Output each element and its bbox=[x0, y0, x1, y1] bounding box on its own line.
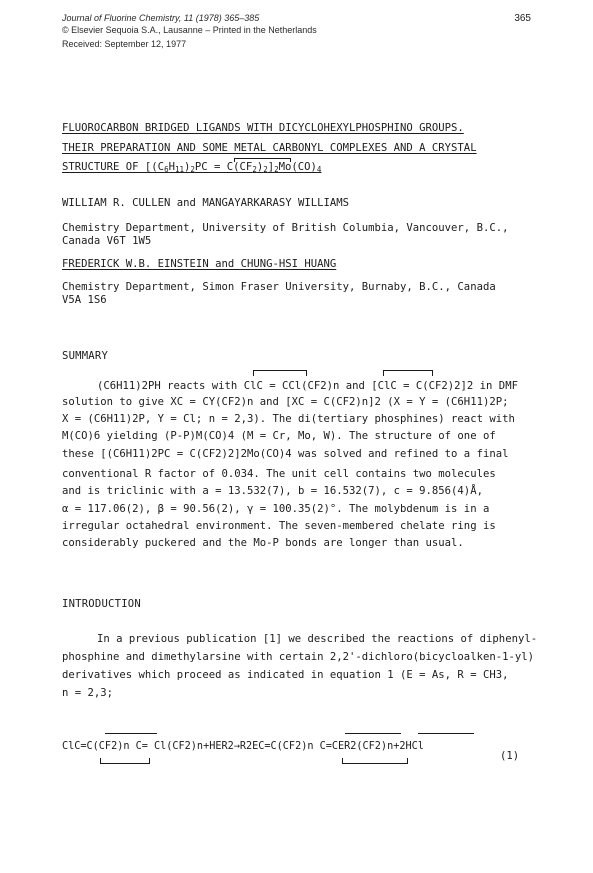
affiliation-2-line-2: V5A 1S6 bbox=[62, 294, 107, 306]
eq-bracket-bottom-1 bbox=[100, 758, 150, 764]
affiliation-1-line-1: Chemistry Department, University of British Columbia, Vancouver, B.C., bbox=[62, 222, 509, 234]
ring-bracket-1 bbox=[253, 370, 307, 376]
equation-1-number: (1) bbox=[500, 750, 520, 762]
publisher-line: © Elsevier Sequoia S.A., Lausanne – Printed in the Netherlands bbox=[62, 25, 317, 35]
eq-bracket-bottom-2 bbox=[342, 758, 408, 764]
title-ring-bracket bbox=[234, 158, 290, 159]
summary-line-2: solution to give XC = CY(CF2)n and [XC = C(CF2)n]2 (X = Y = (C6H11)2P; bbox=[62, 396, 509, 408]
title-line-1: FLUOROCARBON BRIDGED LIGANDS WITH DICYCLOHEXYLPHOSPHINO GROUPS. bbox=[62, 122, 464, 134]
received-date: Received: September 12, 1977 bbox=[62, 39, 187, 49]
authors-group-2: FREDERICK W.B. EINSTEIN and CHUNG-HSI HUANG bbox=[62, 258, 337, 270]
introduction-heading: INTRODUCTION bbox=[62, 598, 141, 610]
summary-line-9: irregular octahedral environment. The seven-membered chelate ring is bbox=[62, 520, 496, 532]
authors-group-1: WILLIAM R. CULLEN and MANGAYARKARASY WILLIAMS bbox=[62, 197, 350, 209]
introduction-line-1: In a previous publication [1] we described the reactions of diphenyl- bbox=[97, 633, 538, 645]
summary-line-3: X = (C6H11)2P, Y = Cl; n = 2,3). The di(tertiary phosphines) react with bbox=[62, 413, 515, 425]
page-number: 365 bbox=[514, 13, 531, 24]
summary-line-8: α = 117.06(2), β = 90.56(2), γ = 100.35(2)°. The molybdenum is in a bbox=[62, 503, 490, 515]
eq-bracket-top-1 bbox=[105, 733, 157, 738]
introduction-line-2: phosphine and dimethylarsine with certain 2,2'-dichloro(bicycloalken-1-yl) bbox=[62, 651, 534, 663]
affiliation-2-line-1: Chemistry Department, Simon Fraser University, Burnaby, B.C., Canada bbox=[62, 281, 496, 293]
summary-line-5: these [(C6H11)2PC = C(CF2)2]2Mo(CO)4 was solved and refined to a final bbox=[62, 448, 509, 460]
eq-bracket-top-2 bbox=[345, 733, 401, 738]
introduction-line-4: n = 2,3; bbox=[62, 687, 114, 699]
introduction-line-3: derivatives which proceed as indicated in equation 1 (E = As, R = CH3, bbox=[62, 669, 509, 681]
title-ring-tick-right bbox=[290, 158, 291, 162]
journal-citation: Journal of Fluorine Chemistry, 11 (1978) 365–385 bbox=[62, 13, 260, 23]
summary-line-10: considerably puckered and the Mo-P bonds are longer than usual. bbox=[62, 537, 464, 549]
title-line-2: THEIR PREPARATION AND SOME METAL CARBONYL COMPLEXES AND A CRYSTAL bbox=[62, 142, 477, 154]
equation-1: ClC=C(CF2)n C= Cl(CF2)n+HER2→R2EC=C(CF2)n C=CER2(CF2)n+2HCl bbox=[62, 741, 424, 752]
summary-line-4: M(CO)6 yielding (P-P)M(CO)4 (M = Cr, Mo, W). The structure of one of bbox=[62, 430, 496, 442]
summary-line-1: (C6H11)2PH reacts with ClC = CCl(CF2)n and [ClC = C(CF2)2]2 in DMF bbox=[97, 380, 518, 392]
summary-line-7: and is triclinic with a = 13.532(7), b = 16.532(7), c = 9.856(4)Å, bbox=[62, 485, 483, 497]
summary-line-6: conventional R factor of 0.034. The unit cell contains two molecules bbox=[62, 468, 496, 480]
ring-bracket-2 bbox=[383, 370, 433, 376]
eq-bracket-top-3 bbox=[418, 733, 474, 738]
affiliation-1-line-2: Canada V6T 1W5 bbox=[62, 235, 152, 247]
title-line-3: STRUCTURE OF $[(C_6H_{11})_2PC = C(CF_2)_2]_2Mo(CO)_4$ bbox=[62, 161, 322, 174]
title-ring-tick-left bbox=[234, 158, 235, 162]
summary-heading: SUMMARY bbox=[62, 350, 109, 362]
